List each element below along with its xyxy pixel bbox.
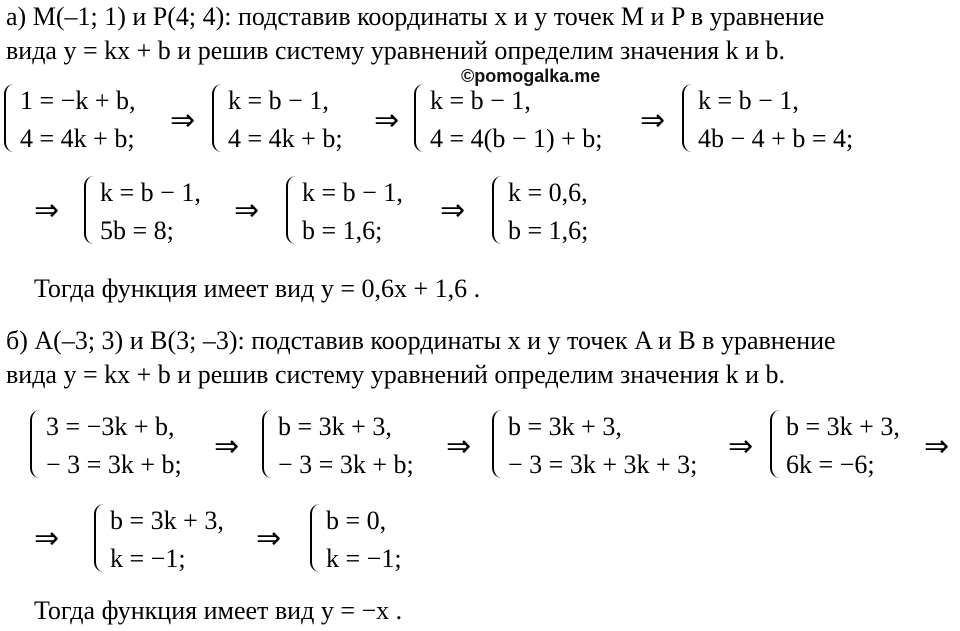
implies-arrow: ⇒ [34, 521, 60, 556]
equation: − 3 = 3k + b; [46, 450, 182, 479]
equation: − 3 = 3k + b; [278, 450, 414, 479]
implies-arrow: ⇒ [34, 193, 60, 228]
equation: 6k = −6; [786, 450, 875, 479]
equation: 5b = 8; [100, 216, 174, 245]
implies-arrow: ⇒ [214, 429, 240, 464]
implies-arrow: ⇒ [170, 103, 196, 138]
equation: − 3 = 3k + 3k + 3; [508, 450, 698, 479]
equation: k = b − 1, [430, 86, 531, 115]
equation: b = 3k + 3, [786, 412, 900, 441]
equation: b = 1,6; [508, 216, 589, 245]
equation: 3 = −3k + b, [46, 412, 175, 441]
part-b-intro-line2: вида y = kx + b и решив систему уравнений определим значения k и b. [6, 360, 786, 389]
implies-arrow: ⇒ [374, 103, 400, 138]
equation: k = −1; [326, 544, 402, 573]
equation: 4 = 4k + b; [228, 124, 343, 153]
implies-arrow: ⇒ [446, 429, 472, 464]
equation: k = b − 1, [302, 178, 403, 207]
equation: 4 = 4k + b; [20, 124, 135, 153]
equation: b = 3k + 3, [110, 506, 224, 535]
equation: k = b − 1, [100, 178, 201, 207]
equation: 4 = 4(b − 1) + b; [430, 124, 603, 153]
equation: k = b − 1, [228, 86, 329, 115]
implies-arrow: ⇒ [234, 193, 260, 228]
implies-arrow: ⇒ [640, 103, 666, 138]
part-b-result: Тогда функция имеет вид y = −x . [34, 596, 403, 625]
part-a-result: Тогда функция имеет вид y = 0,6x + 1,6 . [34, 274, 481, 303]
implies-arrow: ⇒ [256, 521, 282, 556]
part-a-intro-line1: а) M(–1; 1) и P(4; 4): подставив координаты x и y точек M и P в уравнение [6, 2, 825, 31]
implies-arrow: ⇒ [440, 193, 466, 228]
equation: b = 0, [326, 506, 387, 535]
part-b-intro-line1: б) A(–3; 3) и B(3; –3): подставив координаты x и y точек A и B в уравнение [6, 326, 836, 355]
equation: k = −1; [110, 544, 186, 573]
equation: 1 = −k + b, [20, 86, 136, 115]
equation: k = b − 1, [698, 86, 799, 115]
implies-arrow: ⇒ [728, 429, 754, 464]
watermark: ©pomogalka.me [461, 66, 601, 86]
equation: b = 1,6; [302, 216, 383, 245]
equation: k = 0,6, [508, 178, 588, 207]
equation: 4b − 4 + b = 4; [698, 124, 854, 153]
equation: b = 3k + 3, [278, 412, 392, 441]
equation: b = 3k + 3, [508, 412, 622, 441]
part-a-intro-line2: вида y = kx + b и решив систему уравнений определим значения k и b. [6, 36, 786, 65]
implies-arrow: ⇒ [924, 429, 950, 464]
